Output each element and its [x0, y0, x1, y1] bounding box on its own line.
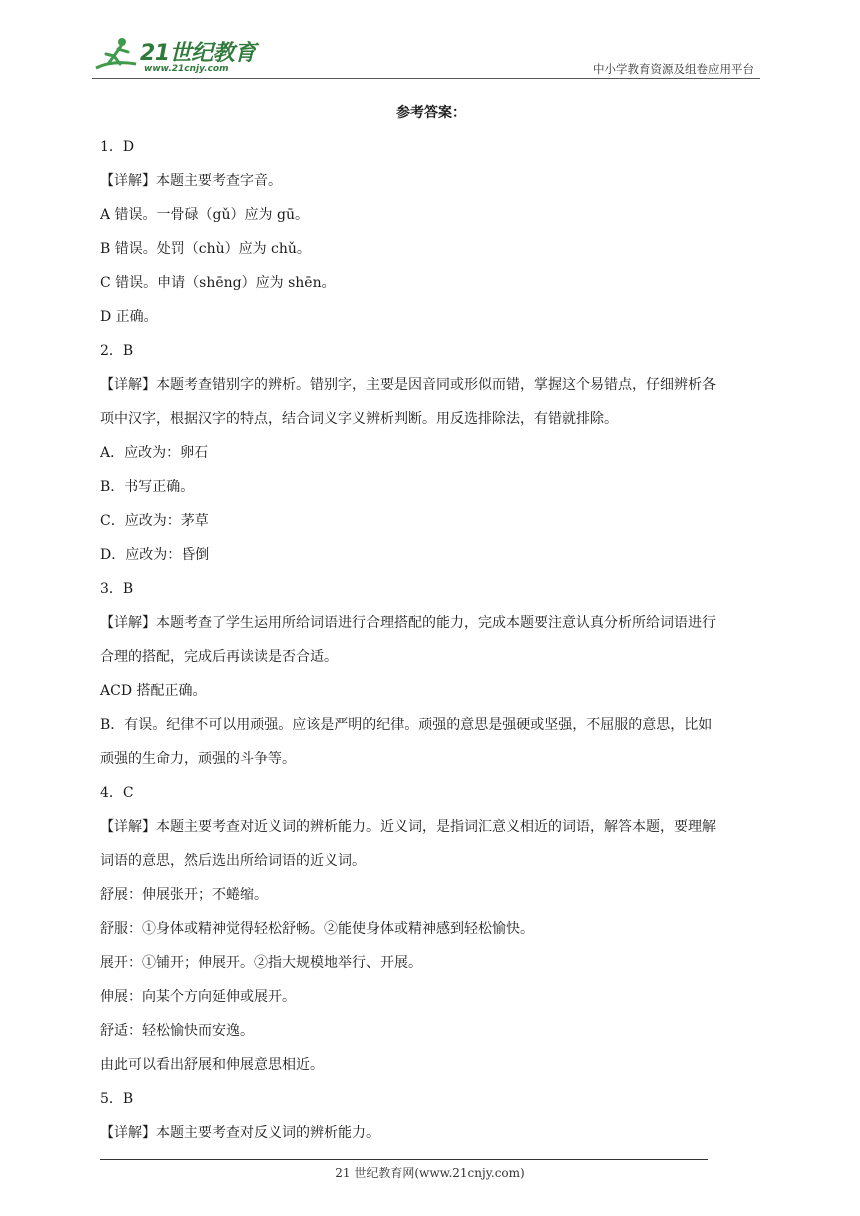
- answer-line: B．有误。纪律不可以用顽强。应该是严明的纪律。顽强的意思是强硬或坚强，不屈服的意思，比如: [100, 717, 713, 733]
- page-title: 参考答案：: [396, 105, 466, 121]
- answer-line: 合理的搭配，完成后再读读是否合适。: [100, 649, 338, 665]
- logo-url: www.21cnjy.com: [144, 64, 229, 74]
- answer-line: C．应改为：茅草: [100, 513, 209, 529]
- answer-line: 【详解】本题考查错别字的辨析。错别字，主要是因音同或形似而错，掌握这个易错点，仔细辨析各: [100, 377, 716, 393]
- answer-line: 【详解】本题主要考查字音。: [100, 173, 282, 189]
- answer-line: 舒适：轻松愉快而安逸。: [100, 1023, 254, 1039]
- answer-line: 顽强的生命力，顽强的斗争等。: [100, 751, 296, 767]
- runner-logo-icon: [92, 34, 142, 78]
- site-logo: [92, 34, 262, 78]
- logo-wordmark: 21世纪教育: [140, 41, 256, 66]
- answer-line: 由此可以看出舒展和伸展意思相近。: [100, 1057, 324, 1073]
- answer-line: D 正确。: [100, 309, 158, 325]
- answer-line: 【详解】本题主要考查对近义词的辨析能力。近义词，是指词汇意义相近的词语，解答本题，要理解: [100, 819, 716, 835]
- answer-line: 4．C: [100, 785, 134, 801]
- answer-line: 3．B: [100, 581, 134, 597]
- header-divider: [92, 78, 760, 79]
- answer-content: [100, 96, 762, 1150]
- answer-line: 2．B: [100, 343, 134, 359]
- answer-line: A．应改为：卵石: [100, 445, 209, 461]
- answer-line: 项中汉字，根据汉字的特点，结合词义字义辨析判断。用反选排除法，有错就排除。: [100, 411, 618, 427]
- answer-line: 舒服：①身体或精神觉得轻松舒畅。②能使身体或精神感到轻松愉快。: [100, 921, 534, 937]
- answer-line: 【详解】本题考查了学生运用所给词语进行合理搭配的能力，完成本题要注意认真分析所给词语进行: [100, 615, 716, 631]
- answer-line: 舒展：伸展张开；不蜷缩。: [100, 887, 268, 903]
- footer-divider: [100, 1159, 708, 1160]
- platform-name: 中小学教育资源及组卷应用平台: [593, 62, 754, 76]
- page-footer: 21 世纪教育网(www.21cnjy.com): [335, 1166, 525, 1180]
- answer-line: A 错误。一骨碌（gǔ）应为 gū。: [100, 207, 309, 223]
- answer-line: ACD 搭配正确。: [100, 683, 207, 699]
- answer-line: 词语的意思，然后选出所给词语的近义词。: [100, 853, 366, 869]
- answer-line: 展开：①铺开；伸展开。②指大规模地举行、开展。: [100, 955, 422, 971]
- answer-line: 【详解】本题主要考查对反义词的辨析能力。: [100, 1125, 380, 1141]
- page-header: [92, 30, 760, 80]
- answer-line: D．应改为：昏倒: [100, 547, 210, 563]
- answer-line: 1．D: [100, 139, 135, 155]
- answer-line: B．书写正确。: [100, 479, 195, 495]
- answer-line: 伸展：向某个方向延伸或展开。: [100, 989, 296, 1005]
- answer-line: 5．B: [100, 1091, 134, 1107]
- answer-line: C 错误。申请（shēng）应为 shēn。: [100, 275, 336, 291]
- answer-line: B 错误。处罚（chù）应为 chǔ。: [100, 241, 311, 257]
